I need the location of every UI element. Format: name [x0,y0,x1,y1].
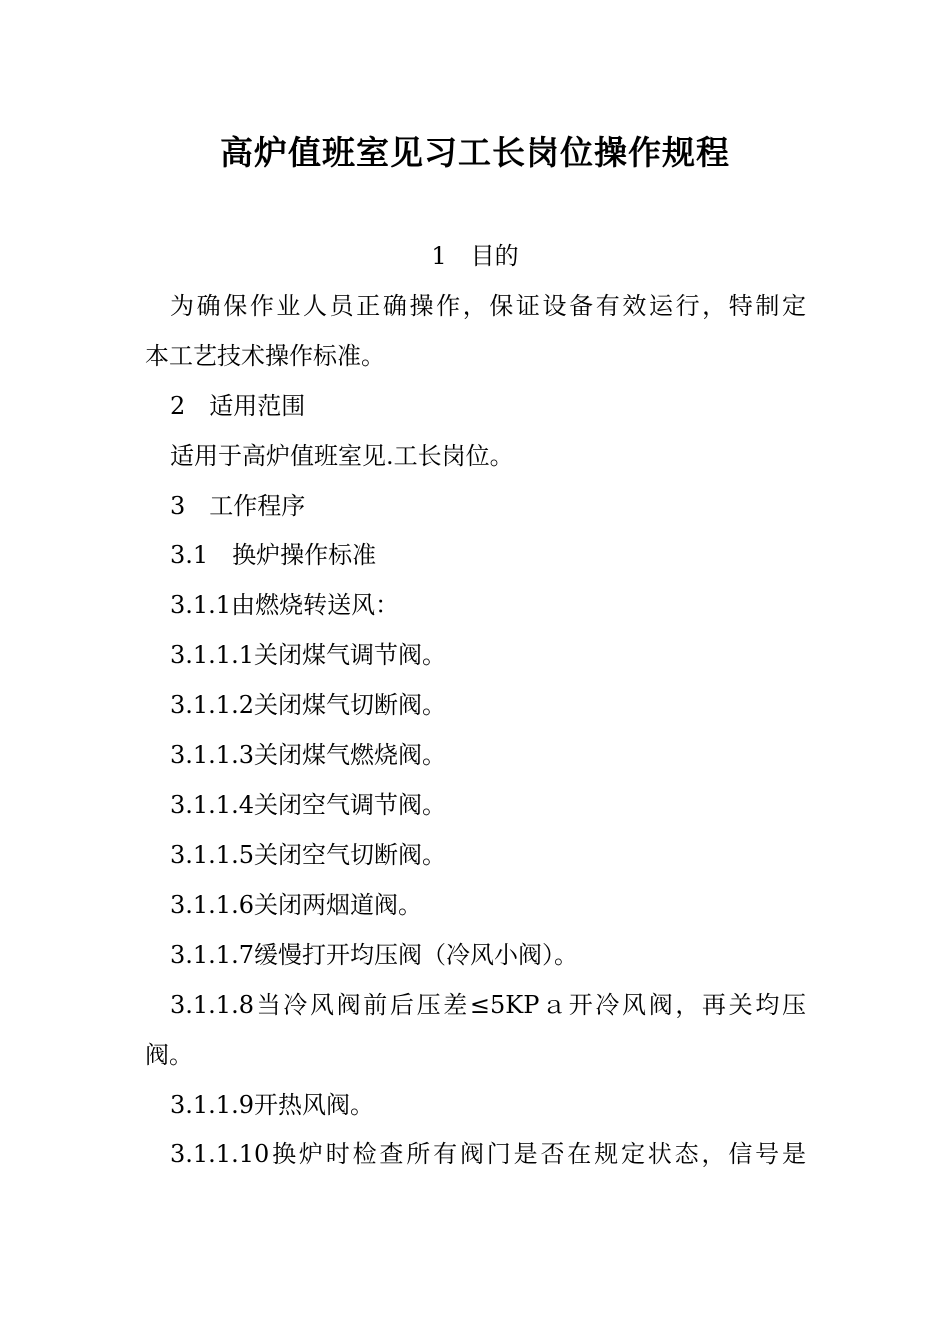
list-item-continuation: 阀。 [145,1041,193,1069]
document-title: 高炉值班室见习工长岗位操作规程 [220,133,730,172]
list-item: 3.1.1.6关闭两烟道阀。 [170,891,422,919]
subsection-heading: 3.1 换炉操作标准 [170,541,377,569]
subsection-heading: 3.1.1由燃烧转送风： [170,591,400,619]
paragraph-line: 为确保作业人员正确操作，保证设备有效运行，特制定 [170,292,806,320]
section-heading-purpose: 1 目的 [431,242,519,270]
list-item: 3.1.1.1关闭煤气调节阀。 [170,641,446,669]
list-item: 3.1.1.9开热风阀。 [170,1091,374,1119]
section-heading-procedure: 3 工作程序 [170,492,306,520]
paragraph-line: 适用于高炉值班室见.工长岗位。 [170,442,514,470]
list-item: 3.1.1.7缓慢打开均压阀（冷风小阀）。 [170,941,578,969]
list-item: 3.1.1.8当冷风阀前后压差≤5KPａ开冷风阀，再关均压 [170,991,806,1019]
list-item: 3.1.1.4关闭空气调节阀。 [170,791,446,819]
list-item: 3.1.1.10换炉时检查所有阀门是否在规定状态，信号是 [170,1140,806,1168]
list-item: 3.1.1.3关闭煤气燃烧阀。 [170,741,446,769]
paragraph-line: 本工艺技术操作标准。 [145,342,385,370]
list-item: 3.1.1.5关闭空气切断阀。 [170,841,446,869]
list-item: 3.1.1.2关闭煤气切断阀。 [170,691,446,719]
section-heading-scope: 2 适用范围 [170,392,306,420]
